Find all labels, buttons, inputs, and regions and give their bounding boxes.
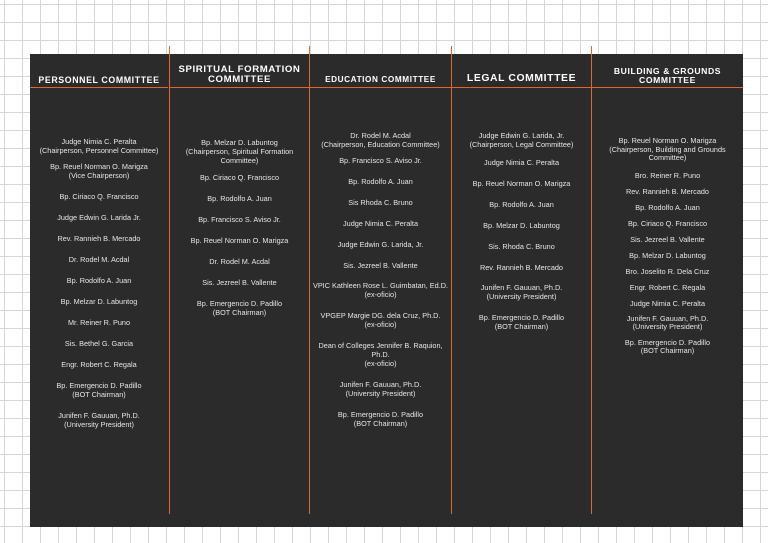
member-entry: Bp. Emergencio D. Padillo (BOT Chairman) (196, 299, 283, 317)
member-entry: Sis. Bethel G. Garcia (64, 339, 134, 348)
member-entry: Sis. Jezreel B. Vallente (343, 261, 418, 270)
member-entry: Bp. Rodolfo A. Juan (348, 177, 413, 186)
member-entry: Judge Edwin G. Larida Jr. (57, 213, 141, 222)
member-list (592, 137, 743, 356)
member-entry: Bp. Ciriaco Q. Francisco (59, 192, 139, 201)
member-entry: Judge Nimia C. Peralta (629, 298, 706, 308)
member-entry: Bp. Rodolfo A. Juan (207, 194, 272, 203)
member-entry: Bp. Emergencio D. Padillo (BOT Chairman) (56, 381, 142, 399)
member-entry: Bp. Reuel Norman O. Marigza (Vice Chairperson) (50, 162, 148, 180)
member-list (30, 137, 168, 429)
member-entry: Bp. Melzar D. Labuntog (Chairperson, Spiritual Formation Committee) (185, 138, 294, 165)
member-entry: Junifen F. Gauuan, Ph.D. (University President) (626, 313, 709, 331)
member-entry: Judge Edwin G. Larida, Jr. (Chairperson, Legal Committee) (469, 131, 574, 149)
committee-title: PERSONNEL COMMITTEE (38, 74, 160, 85)
member-entry: Judge Nimia C. Peralta (Chairperson, Personnel Committee) (39, 137, 159, 155)
member-entry: Bp. Francisco S. Aviso Jr. (198, 215, 281, 224)
member-entry: VPIC Kathleen Rose L. Guimbatan, Ed.D. (ex-oficio) (312, 281, 449, 299)
member-entry: Junifen F. Gauuan, Ph.D. (University President) (58, 411, 140, 429)
committees-board (30, 54, 743, 527)
member-entry: Engr. Robert C. Regala (629, 282, 706, 292)
member-entry: Bp. Ciriaco Q. Francisco (199, 173, 280, 182)
member-entry: Bp. Reuel Norman O. Marigza (472, 179, 571, 188)
member-entry: Bp. Emergencio D. Padillo (BOT Chairman) (337, 410, 424, 428)
committee-title: SPIRITUAL FORMATION COMMITTEE (178, 63, 301, 85)
member-entry: Rev. Rannieh B. Mercado (625, 186, 709, 196)
member-entry: Sis. Jezreel B. Vallente (202, 278, 277, 287)
member-entry: Mr. Reiner R. Puno (67, 318, 131, 327)
member-entry: Bp. Francisco S. Aviso Jr. (339, 156, 422, 165)
member-entry: Junifen F. Gauuan, Ph.D. (University President) (339, 380, 422, 398)
member-entry: Bro. Reiner R. Puno (634, 170, 701, 180)
member-list (310, 131, 451, 428)
title-underline (170, 87, 309, 88)
spiritual-formation-committee-column (170, 54, 309, 527)
member-list (452, 131, 591, 331)
member-entry: Bp. Reuel Norman O. Marigza (190, 236, 289, 245)
member-entry: Bp. Ciriaco Q. Francisco (627, 218, 708, 228)
building-grounds-committee-column (592, 54, 743, 527)
legal-committee-column (452, 54, 591, 527)
member-entry: Sis. Jezreel B. Vallente (630, 234, 705, 244)
member-entry: Dr. Rodel M. Acdal (209, 257, 270, 266)
member-entry: Junifen F. Gauuan, Ph.D. (University President) (480, 283, 563, 301)
member-entry: Bp. Rodolfo A. Juan (489, 200, 554, 209)
title-underline (452, 87, 591, 88)
member-entry: Dr. Rodel M. Acdal (Chairperson, Education Committee) (321, 131, 440, 149)
member-entry: VPGEP Margie DG. dela Cruz, Ph.D. (ex-oficio) (320, 311, 441, 329)
member-entry: Bro. Joselito R. Dela Cruz (625, 266, 710, 276)
personnel-committee-column (30, 54, 168, 527)
committee-title: EDUCATION COMMITTEE (325, 75, 436, 85)
member-list (170, 138, 309, 317)
member-entry: Rev. Rannieh B. Mercado (57, 234, 141, 243)
title-underline (592, 87, 743, 88)
member-entry: Bp. Emergencio D. Padillo (BOT Chairman) (478, 313, 565, 331)
committee-title: LEGAL COMMITTEE (466, 73, 577, 85)
member-entry: Engr. Robert C. Regala (61, 360, 137, 369)
member-entry: Judge Nimia C. Peralta (483, 158, 560, 167)
education-committee-column (310, 54, 451, 527)
member-entry: Sis. Rhoda C. Bruno (488, 242, 555, 251)
member-entry: Bp. Melzar D. Labuntog (629, 250, 706, 260)
member-entry: Dean of Colleges Jennifer B. Raquion, Ph.D. (ex-oficio) (318, 341, 443, 368)
member-entry: Bp. Emergencio D. Padillo (BOT Chairman) (624, 337, 711, 355)
member-entry: Judge Edwin G. Larida, Jr. (337, 240, 424, 249)
member-entry: Bp. Melzar D. Labuntog (483, 221, 560, 230)
title-underline (30, 87, 168, 88)
member-entry: Bp. Melzar D. Labuntog (60, 297, 138, 306)
member-entry: Rev. Rannieh B. Mercado (479, 263, 563, 272)
member-entry: Bp. Rodolfo A. Juan (635, 202, 700, 212)
title-underline (310, 87, 451, 88)
committee-title: BUILDING & GROUNDS COMMITTEE (613, 65, 722, 85)
member-entry: Dr. Rodel M. Acdal (68, 255, 130, 264)
member-entry: Judge Nimia C. Peralta (342, 219, 419, 228)
member-entry: Sis Rhoda C. Bruno (348, 198, 413, 207)
member-entry: Bp. Rodolfo A. Juan (66, 276, 132, 285)
member-entry: Bp. Reuel Norman O. Marigza (Chairperson, Building and Grounds Committee) (609, 136, 726, 162)
